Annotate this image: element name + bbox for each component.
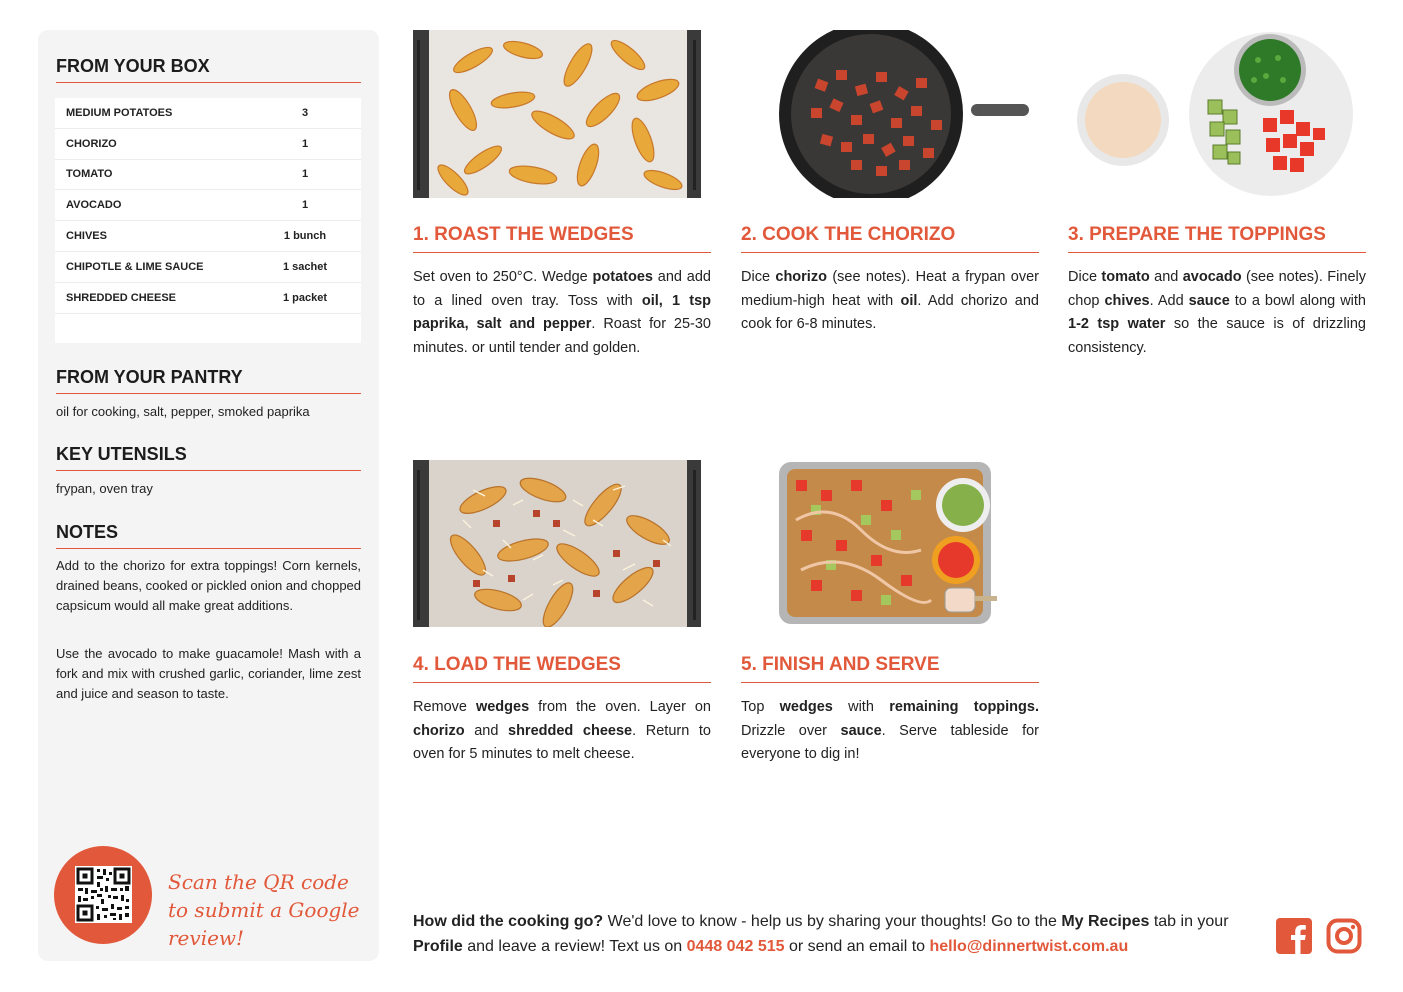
pantry-heading: FROM YOUR PANTRY bbox=[56, 367, 361, 394]
ingredient-qty: 1 bbox=[301, 168, 309, 181]
body-text: Dice bbox=[1068, 269, 1102, 285]
step-4-photo bbox=[413, 460, 701, 627]
step-3-text bbox=[1068, 266, 1366, 360]
ingredient-name: TOMATO bbox=[66, 168, 113, 181]
box-heading: FROM YOUR BOX bbox=[56, 56, 361, 83]
body-text: Set oven to 250°C. Wedge bbox=[413, 269, 593, 285]
step-4-text bbox=[413, 696, 711, 767]
utensils-heading: KEY UTENSILS bbox=[56, 444, 361, 471]
step-5-text bbox=[741, 696, 1039, 767]
ingredient-qty: 1 bunch bbox=[283, 230, 327, 243]
emphasis-text: oil, 1 tsp paprika, salt and pepper bbox=[413, 292, 711, 332]
step-3-title: 3. PREPARE THE TOPPINGS bbox=[1068, 224, 1366, 253]
body-text: Dice bbox=[741, 269, 776, 285]
notes-paragraph-1: Add to the chorizo for extra toppings! Corn kernels, drained beans, cooked or pickled onion and chopped capsicum would all make great additions. bbox=[56, 558, 362, 613]
ingredient-qty: 1 packet bbox=[282, 291, 328, 304]
table-row bbox=[55, 98, 361, 129]
email-link[interactable]: hello@dinnertwist.com.au bbox=[929, 938, 1129, 955]
step-4-title: 4. LOAD THE WEDGES bbox=[413, 654, 711, 683]
review-footer bbox=[413, 909, 1263, 959]
footer-text-1: We'd love to know - help us by sharing your thoughts! Go to the bbox=[603, 913, 1062, 930]
footer-text-4: or send an email to bbox=[784, 938, 930, 955]
body-text: Top bbox=[741, 699, 780, 715]
box-ingredients-table bbox=[55, 98, 361, 343]
body-text: Drizzle over bbox=[741, 722, 841, 739]
body-text: (see notes). Finely chop bbox=[1068, 269, 1366, 309]
ingredient-name: AVOCADO bbox=[66, 199, 122, 212]
emphasis-text: sauce bbox=[1188, 292, 1230, 309]
emphasis-text: wedges bbox=[475, 699, 530, 715]
footer-question: How did the cooking go? bbox=[413, 913, 604, 930]
phone-link[interactable]: 0448 042 515 bbox=[686, 938, 785, 955]
my-recipes-label: My Recipes bbox=[1061, 913, 1150, 930]
ingredient-name: MEDIUM POTATOES bbox=[66, 106, 173, 119]
emphasis-text: oil bbox=[900, 292, 918, 309]
body-text: and bbox=[464, 722, 509, 739]
emphasis-text: potatoes bbox=[592, 269, 653, 285]
notes-paragraph-2: Use the avocado to make guacamole! Mash with a fork and mix with crushed garlic, coriander, lime zest and juice and season to taste. bbox=[56, 646, 361, 701]
ingredient-qty: 1 sachet bbox=[282, 260, 328, 273]
ingredient-name: CHORIZO bbox=[66, 137, 117, 150]
step-2-title: 2. COOK THE CHORIZO bbox=[741, 224, 1039, 253]
qr-badge[interactable] bbox=[54, 846, 152, 944]
emphasis-text: sauce bbox=[840, 722, 882, 739]
ingredients-sidebar bbox=[38, 30, 379, 961]
step-1-text bbox=[413, 266, 711, 360]
qr-review-text: Scan the QR code to submit a Google review! bbox=[168, 870, 360, 950]
table-row bbox=[55, 160, 361, 191]
pantry-text: oil for cooking, salt, pepper, smoked paprika bbox=[56, 404, 310, 419]
qr-code-icon[interactable] bbox=[75, 866, 132, 923]
ingredient-name: CHIPOTLE & LIME SAUCE bbox=[66, 260, 204, 273]
ingredient-qty: 1 bbox=[301, 199, 309, 212]
body-text: to a bowl along with bbox=[1229, 292, 1366, 309]
utensils-text: frypan, oven tray bbox=[56, 481, 153, 496]
body-text: . Roast for 25-30 minutes. or until tender and golden. bbox=[413, 316, 711, 356]
step-1-title: 1. ROAST THE WEDGES bbox=[413, 224, 711, 253]
step-2-text bbox=[741, 266, 1039, 337]
notes-heading: NOTES bbox=[56, 522, 361, 549]
ingredient-qty: 1 bbox=[301, 137, 309, 150]
body-text: . Return to oven for 5 minutes to melt cheese. bbox=[413, 722, 711, 762]
table-row bbox=[55, 221, 361, 252]
emphasis-text: avocado bbox=[1182, 269, 1242, 285]
table-row bbox=[55, 252, 361, 283]
body-text: so the sauce is of drizzling consistency. bbox=[1068, 316, 1366, 356]
step-5-photo bbox=[741, 460, 1039, 627]
body-text: and bbox=[1149, 269, 1183, 285]
body-text: from the oven. Layer on bbox=[529, 699, 712, 715]
footer-text-3: and leave a review! Text us on bbox=[462, 938, 687, 955]
instagram-icon[interactable] bbox=[1326, 918, 1364, 956]
emphasis-text: tomato bbox=[1101, 269, 1150, 285]
ingredient-qty: 3 bbox=[301, 106, 309, 119]
body-text: (see notes). Heat a frypan over medium-high heat with bbox=[741, 269, 1039, 309]
table-row bbox=[55, 129, 361, 160]
emphasis-text: chorizo bbox=[413, 722, 465, 739]
ingredient-name: SHREDDED CHEESE bbox=[66, 291, 177, 304]
step-2-photo bbox=[741, 30, 1039, 198]
body-text: Remove bbox=[413, 699, 476, 715]
body-text: . Serve tableside for everyone to dig in! bbox=[741, 722, 1039, 762]
emphasis-text: remaining toppings. bbox=[889, 699, 1039, 715]
body-text: . Add bbox=[1149, 292, 1189, 309]
body-text: with bbox=[832, 699, 890, 715]
table-row bbox=[55, 190, 361, 221]
body-text: and add to a lined oven tray. Toss with bbox=[413, 269, 711, 309]
step-5-title: 5. FINISH AND SERVE bbox=[741, 654, 1039, 683]
body-text: . Add chorizo and cook for 6-8 minutes. bbox=[741, 292, 1039, 332]
emphasis-text: 1-2 tsp water bbox=[1068, 316, 1166, 332]
profile-label: Profile bbox=[413, 938, 463, 955]
step-1-photo bbox=[413, 30, 701, 198]
ingredient-name: CHIVES bbox=[66, 230, 107, 243]
emphasis-text: shredded cheese bbox=[508, 722, 633, 739]
table-row bbox=[55, 283, 361, 314]
emphasis-text: chorizo bbox=[775, 269, 827, 285]
step-3-photo bbox=[1068, 30, 1366, 198]
footer-text-2: tab in your bbox=[1149, 913, 1229, 930]
facebook-icon[interactable] bbox=[1276, 918, 1314, 956]
emphasis-text: chives bbox=[1104, 292, 1150, 309]
emphasis-text: wedges bbox=[779, 699, 833, 715]
